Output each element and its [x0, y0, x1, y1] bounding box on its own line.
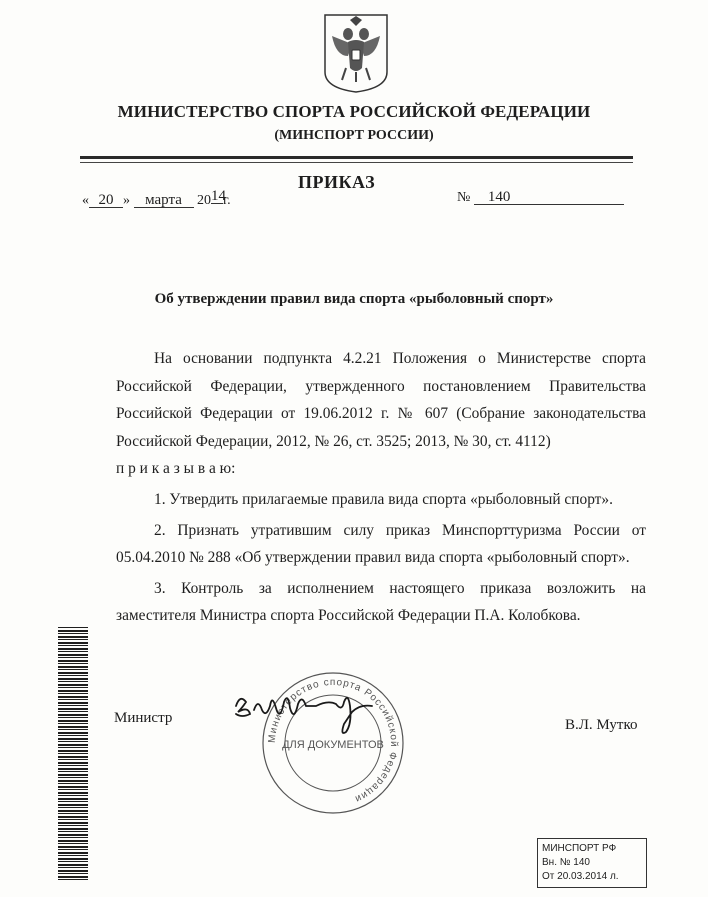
date-day: 20: [89, 193, 123, 208]
order-date: [82, 189, 231, 209]
number-label: №: [457, 190, 471, 205]
stamp-line-number: Вн. № 140: [542, 857, 590, 868]
date-month: марта: [134, 193, 194, 208]
stamp-line-organization: МИНСПОРТ РФ: [542, 843, 617, 854]
date-open-quote: «: [82, 193, 89, 208]
ministry-short-name: (МИНСПОРТ РОССИИ): [274, 128, 434, 143]
date-year-suffix: 14: [211, 188, 226, 204]
seal-center-text: ДЛЯ ДОКУМЕНТОВ: [282, 739, 384, 751]
document-type: ПРИКАЗ: [298, 172, 376, 192]
order-item-1: 1. Утвердить прилагаемые правила вида спорта «рыболовный спорт».: [154, 490, 613, 508]
seal-ring-text: Министерство спорта Российской Федерации: [266, 676, 400, 805]
signatory-position: Министр: [114, 710, 173, 726]
registration-stamp: [537, 838, 647, 888]
order-body: [116, 345, 646, 630]
order-item-2: 2. Признать утратившим силу приказ Минспорттуризма России от 05.04.2010 № 288 «Об утверждении правил вида спорта «рыболовный спорт».: [116, 521, 646, 567]
coat-of-arms-icon: [322, 12, 390, 94]
signatory-name: В.Л. Мутко: [565, 717, 638, 733]
order-number: [457, 190, 624, 206]
order-subject: Об утверждении правил вида спорта «рыболовный спорт»: [154, 291, 554, 307]
preamble-paragraph: На основании подпункта 4.2.21 Положения о Министерстве спорта Российской Федерации, утвержденного постановлением Правительства Российской Федерации от 19.06.2012 г. № 607 (Собрание законодательства Российской Федерации, 2012, № 26, ст. 3525; 2013, № 30, ст. 4112): [116, 350, 646, 450]
barcode: [58, 627, 88, 882]
number-value: 140: [474, 190, 624, 205]
header-divider-thick: [80, 156, 633, 159]
order-word: п р и к а з ы в а ю:: [116, 460, 236, 478]
date-year-unit: г.: [223, 193, 231, 208]
date-year-prefix: 20: [197, 193, 211, 208]
header-divider-thin: [80, 162, 633, 163]
stamp-line-date: От 20.03.2014 л.: [542, 871, 619, 882]
ministry-name: МИНИСТЕРСТВО СПОРТА РОССИЙСКОЙ ФЕДЕРАЦИИ: [117, 102, 591, 121]
date-close-quote: »: [123, 193, 130, 208]
signature-mark: [232, 688, 382, 738]
order-item-3: 3. Контроль за исполнением настоящего приказа возложить на заместителя Министра спорта Российской Федерации П.А. Колобкова.: [116, 579, 646, 625]
